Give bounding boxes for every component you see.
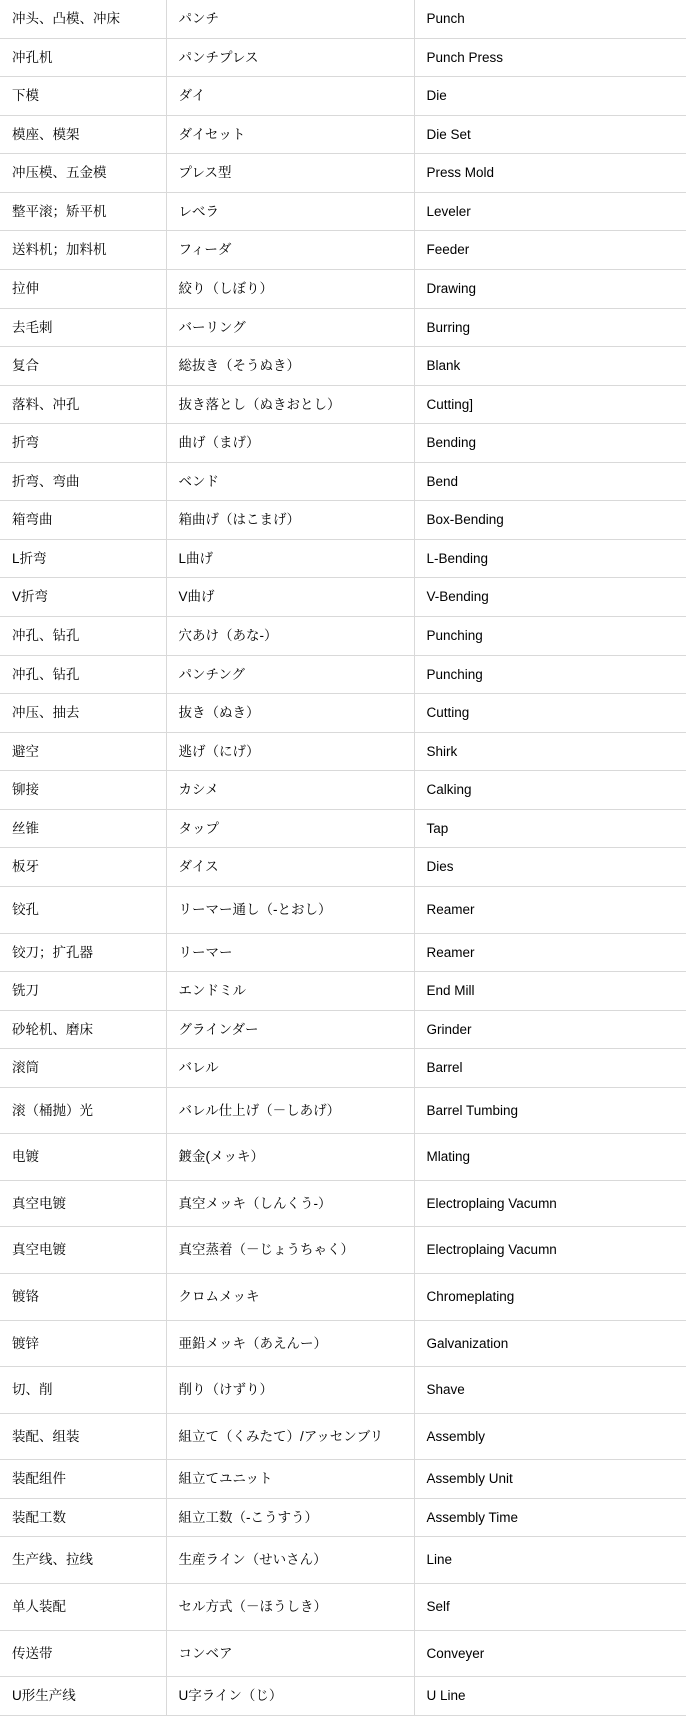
table-row bbox=[0, 231, 686, 270]
term-japanese: パンチ bbox=[166, 0, 414, 38]
table-row bbox=[0, 1227, 686, 1274]
term-english: Electroplaing Vacumn bbox=[414, 1227, 686, 1274]
table-row bbox=[0, 38, 686, 77]
term-japanese: V曲げ bbox=[166, 578, 414, 617]
term-japanese: 削り（けずり） bbox=[166, 1367, 414, 1414]
term-japanese: 絞り（しぼり） bbox=[166, 269, 414, 308]
term-english: Assembly Time bbox=[414, 1498, 686, 1537]
table-row bbox=[0, 1367, 686, 1414]
term-english: Barrel Tumbing bbox=[414, 1087, 686, 1134]
term-chinese: 送料机；加料机 bbox=[0, 231, 166, 270]
term-english: Assembly bbox=[414, 1413, 686, 1460]
term-english: Press Mold bbox=[414, 154, 686, 193]
table-row bbox=[0, 1677, 686, 1716]
term-japanese: 穴あけ（あな-） bbox=[166, 617, 414, 656]
term-english: U Line bbox=[414, 1677, 686, 1716]
term-chinese: 箱弯曲 bbox=[0, 501, 166, 540]
term-japanese: 抜き落とし（ぬきおとし） bbox=[166, 385, 414, 424]
term-japanese: グラインダー bbox=[166, 1010, 414, 1049]
term-japanese: U字ライン（じ） bbox=[166, 1677, 414, 1716]
term-chinese: 装配工数 bbox=[0, 1498, 166, 1537]
term-chinese: 真空电镀 bbox=[0, 1227, 166, 1274]
table-row bbox=[0, 385, 686, 424]
term-english: Cutting bbox=[414, 694, 686, 733]
term-japanese: 組立て（くみたて）/アッセンブリ bbox=[166, 1413, 414, 1460]
term-english: Bending bbox=[414, 424, 686, 463]
term-chinese: 铣刀 bbox=[0, 972, 166, 1011]
term-japanese: バレル bbox=[166, 1049, 414, 1088]
term-chinese: 传送带 bbox=[0, 1630, 166, 1677]
term-chinese: 避空 bbox=[0, 732, 166, 771]
table-row bbox=[0, 655, 686, 694]
term-chinese: 电镀 bbox=[0, 1134, 166, 1181]
table-row bbox=[0, 972, 686, 1011]
term-japanese: コンベア bbox=[166, 1630, 414, 1677]
term-english: Shave bbox=[414, 1367, 686, 1414]
table-row bbox=[0, 347, 686, 386]
term-english: Mlating bbox=[414, 1134, 686, 1181]
table-row bbox=[0, 1537, 686, 1584]
term-japanese: 生産ライン（せいさん） bbox=[166, 1537, 414, 1584]
term-chinese: 丝锥 bbox=[0, 809, 166, 848]
term-english: Punch bbox=[414, 0, 686, 38]
term-chinese: 整平滚；矫平机 bbox=[0, 192, 166, 231]
term-japanese: リーマー通し（-とおし） bbox=[166, 886, 414, 933]
table-row bbox=[0, 1583, 686, 1630]
term-english: L-Bending bbox=[414, 539, 686, 578]
term-english: Chromeplating bbox=[414, 1274, 686, 1321]
term-english: Reamer bbox=[414, 886, 686, 933]
term-english: End Mill bbox=[414, 972, 686, 1011]
term-japanese: 組立てユニット bbox=[166, 1460, 414, 1499]
term-japanese: タップ bbox=[166, 809, 414, 848]
term-english: Bend bbox=[414, 462, 686, 501]
table-row bbox=[0, 886, 686, 933]
term-english: Die Set bbox=[414, 115, 686, 154]
table-row bbox=[0, 308, 686, 347]
term-japanese: 鍍金(メッキ） bbox=[166, 1134, 414, 1181]
term-japanese: 組立工数（-こうすう） bbox=[166, 1498, 414, 1537]
term-chinese: 冲孔、钻孔 bbox=[0, 655, 166, 694]
term-japanese: 曲げ（まげ） bbox=[166, 424, 414, 463]
term-chinese: 单人装配 bbox=[0, 1583, 166, 1630]
term-chinese: 铆接 bbox=[0, 771, 166, 810]
term-japanese: フィーダ bbox=[166, 231, 414, 270]
table-row bbox=[0, 732, 686, 771]
term-english: Self bbox=[414, 1583, 686, 1630]
term-chinese: 冲头、凸模、冲床 bbox=[0, 0, 166, 38]
table-row bbox=[0, 192, 686, 231]
term-english: Calking bbox=[414, 771, 686, 810]
term-japanese: 総抜き（そうぬき） bbox=[166, 347, 414, 386]
term-japanese: L曲げ bbox=[166, 539, 414, 578]
term-chinese: 折弯 bbox=[0, 424, 166, 463]
term-english: Reamer bbox=[414, 933, 686, 972]
term-english: Electroplaing Vacumn bbox=[414, 1180, 686, 1227]
term-japanese: プレス型 bbox=[166, 154, 414, 193]
table-row bbox=[0, 269, 686, 308]
term-chinese: 冲压、抽去 bbox=[0, 694, 166, 733]
term-chinese: 砂轮机、磨床 bbox=[0, 1010, 166, 1049]
table-row bbox=[0, 0, 686, 38]
term-chinese: L折弯 bbox=[0, 539, 166, 578]
table-row bbox=[0, 1049, 686, 1088]
term-english: Assembly Unit bbox=[414, 1460, 686, 1499]
table-row bbox=[0, 424, 686, 463]
table-row bbox=[0, 462, 686, 501]
term-english: Die bbox=[414, 77, 686, 116]
term-chinese: 冲压模、五金模 bbox=[0, 154, 166, 193]
table-row bbox=[0, 1498, 686, 1537]
term-english: Dies bbox=[414, 848, 686, 887]
table-row bbox=[0, 1010, 686, 1049]
term-chinese: 冲孔机 bbox=[0, 38, 166, 77]
term-chinese: 折弯、弯曲 bbox=[0, 462, 166, 501]
term-japanese: ベンド bbox=[166, 462, 414, 501]
table-row bbox=[0, 848, 686, 887]
term-english: Box-Bending bbox=[414, 501, 686, 540]
table-row bbox=[0, 1180, 686, 1227]
term-english: Blank bbox=[414, 347, 686, 386]
table-row bbox=[0, 1413, 686, 1460]
term-english: Punching bbox=[414, 655, 686, 694]
term-japanese: カシメ bbox=[166, 771, 414, 810]
term-english: Barrel bbox=[414, 1049, 686, 1088]
table-row bbox=[0, 77, 686, 116]
term-japanese: 亜鉛メッキ（あえんー） bbox=[166, 1320, 414, 1367]
term-english: V-Bending bbox=[414, 578, 686, 617]
term-japanese: 抜き（ぬき） bbox=[166, 694, 414, 733]
table-row bbox=[0, 539, 686, 578]
table-row bbox=[0, 933, 686, 972]
term-chinese: 模座、模架 bbox=[0, 115, 166, 154]
term-japanese: ダイ bbox=[166, 77, 414, 116]
term-japanese: 箱曲げ（はこまげ） bbox=[166, 501, 414, 540]
table-row bbox=[0, 694, 686, 733]
term-chinese: 复合 bbox=[0, 347, 166, 386]
term-chinese: 去毛刺 bbox=[0, 308, 166, 347]
term-chinese: 滚（桶抛）光 bbox=[0, 1087, 166, 1134]
table-row bbox=[0, 1460, 686, 1499]
term-english: Galvanization bbox=[414, 1320, 686, 1367]
term-japanese: 真空蒸着（－じょうちゃく） bbox=[166, 1227, 414, 1274]
term-chinese: 铰刀；扩孔器 bbox=[0, 933, 166, 972]
term-english: Conveyer bbox=[414, 1630, 686, 1677]
table-row bbox=[0, 115, 686, 154]
term-english: Line bbox=[414, 1537, 686, 1584]
term-english: Punch Press bbox=[414, 38, 686, 77]
term-japanese: パンチング bbox=[166, 655, 414, 694]
term-japanese: 逃げ（にげ） bbox=[166, 732, 414, 771]
term-english: Grinder bbox=[414, 1010, 686, 1049]
term-english: Leveler bbox=[414, 192, 686, 231]
table-row bbox=[0, 617, 686, 656]
term-japanese: パンチプレス bbox=[166, 38, 414, 77]
term-japanese: ダイス bbox=[166, 848, 414, 887]
term-chinese: 铰孔 bbox=[0, 886, 166, 933]
term-japanese: クロムメッキ bbox=[166, 1274, 414, 1321]
table-row bbox=[0, 1134, 686, 1181]
table-row bbox=[0, 1320, 686, 1367]
table-row bbox=[0, 809, 686, 848]
term-chinese: 滚筒 bbox=[0, 1049, 166, 1088]
term-chinese: 落料、冲孔 bbox=[0, 385, 166, 424]
term-japanese: 真空メッキ（しんくう-） bbox=[166, 1180, 414, 1227]
table-row bbox=[0, 1087, 686, 1134]
term-chinese: 镀铬 bbox=[0, 1274, 166, 1321]
term-english: Shirk bbox=[414, 732, 686, 771]
term-chinese: 装配、组装 bbox=[0, 1413, 166, 1460]
term-english: Punching bbox=[414, 617, 686, 656]
term-english: Drawing bbox=[414, 269, 686, 308]
term-japanese: セル方式（－ほうしき） bbox=[166, 1583, 414, 1630]
term-japanese: リーマー bbox=[166, 933, 414, 972]
term-chinese: 拉伸 bbox=[0, 269, 166, 308]
term-japanese: バーリング bbox=[166, 308, 414, 347]
table-row bbox=[0, 578, 686, 617]
table-row bbox=[0, 1630, 686, 1677]
term-japanese: ダイセット bbox=[166, 115, 414, 154]
term-japanese: バレル仕上げ（－しあげ） bbox=[166, 1087, 414, 1134]
term-japanese: レべラ bbox=[166, 192, 414, 231]
table-row bbox=[0, 501, 686, 540]
term-chinese: U形生产线 bbox=[0, 1677, 166, 1716]
table-row bbox=[0, 1274, 686, 1321]
term-chinese: 切、削 bbox=[0, 1367, 166, 1414]
term-japanese: エンドミル bbox=[166, 972, 414, 1011]
term-chinese: 装配组件 bbox=[0, 1460, 166, 1499]
term-chinese: 冲孔、钻孔 bbox=[0, 617, 166, 656]
term-chinese: 真空电镀 bbox=[0, 1180, 166, 1227]
term-chinese: 下模 bbox=[0, 77, 166, 116]
term-english: Feeder bbox=[414, 231, 686, 270]
term-english: Burring bbox=[414, 308, 686, 347]
table-row bbox=[0, 154, 686, 193]
table-row bbox=[0, 771, 686, 810]
term-english: Cutting] bbox=[414, 385, 686, 424]
term-english: Tap bbox=[414, 809, 686, 848]
term-chinese: 镀锌 bbox=[0, 1320, 166, 1367]
term-chinese: 板牙 bbox=[0, 848, 166, 887]
term-chinese: V折弯 bbox=[0, 578, 166, 617]
term-chinese: 生产线、拉线 bbox=[0, 1537, 166, 1584]
